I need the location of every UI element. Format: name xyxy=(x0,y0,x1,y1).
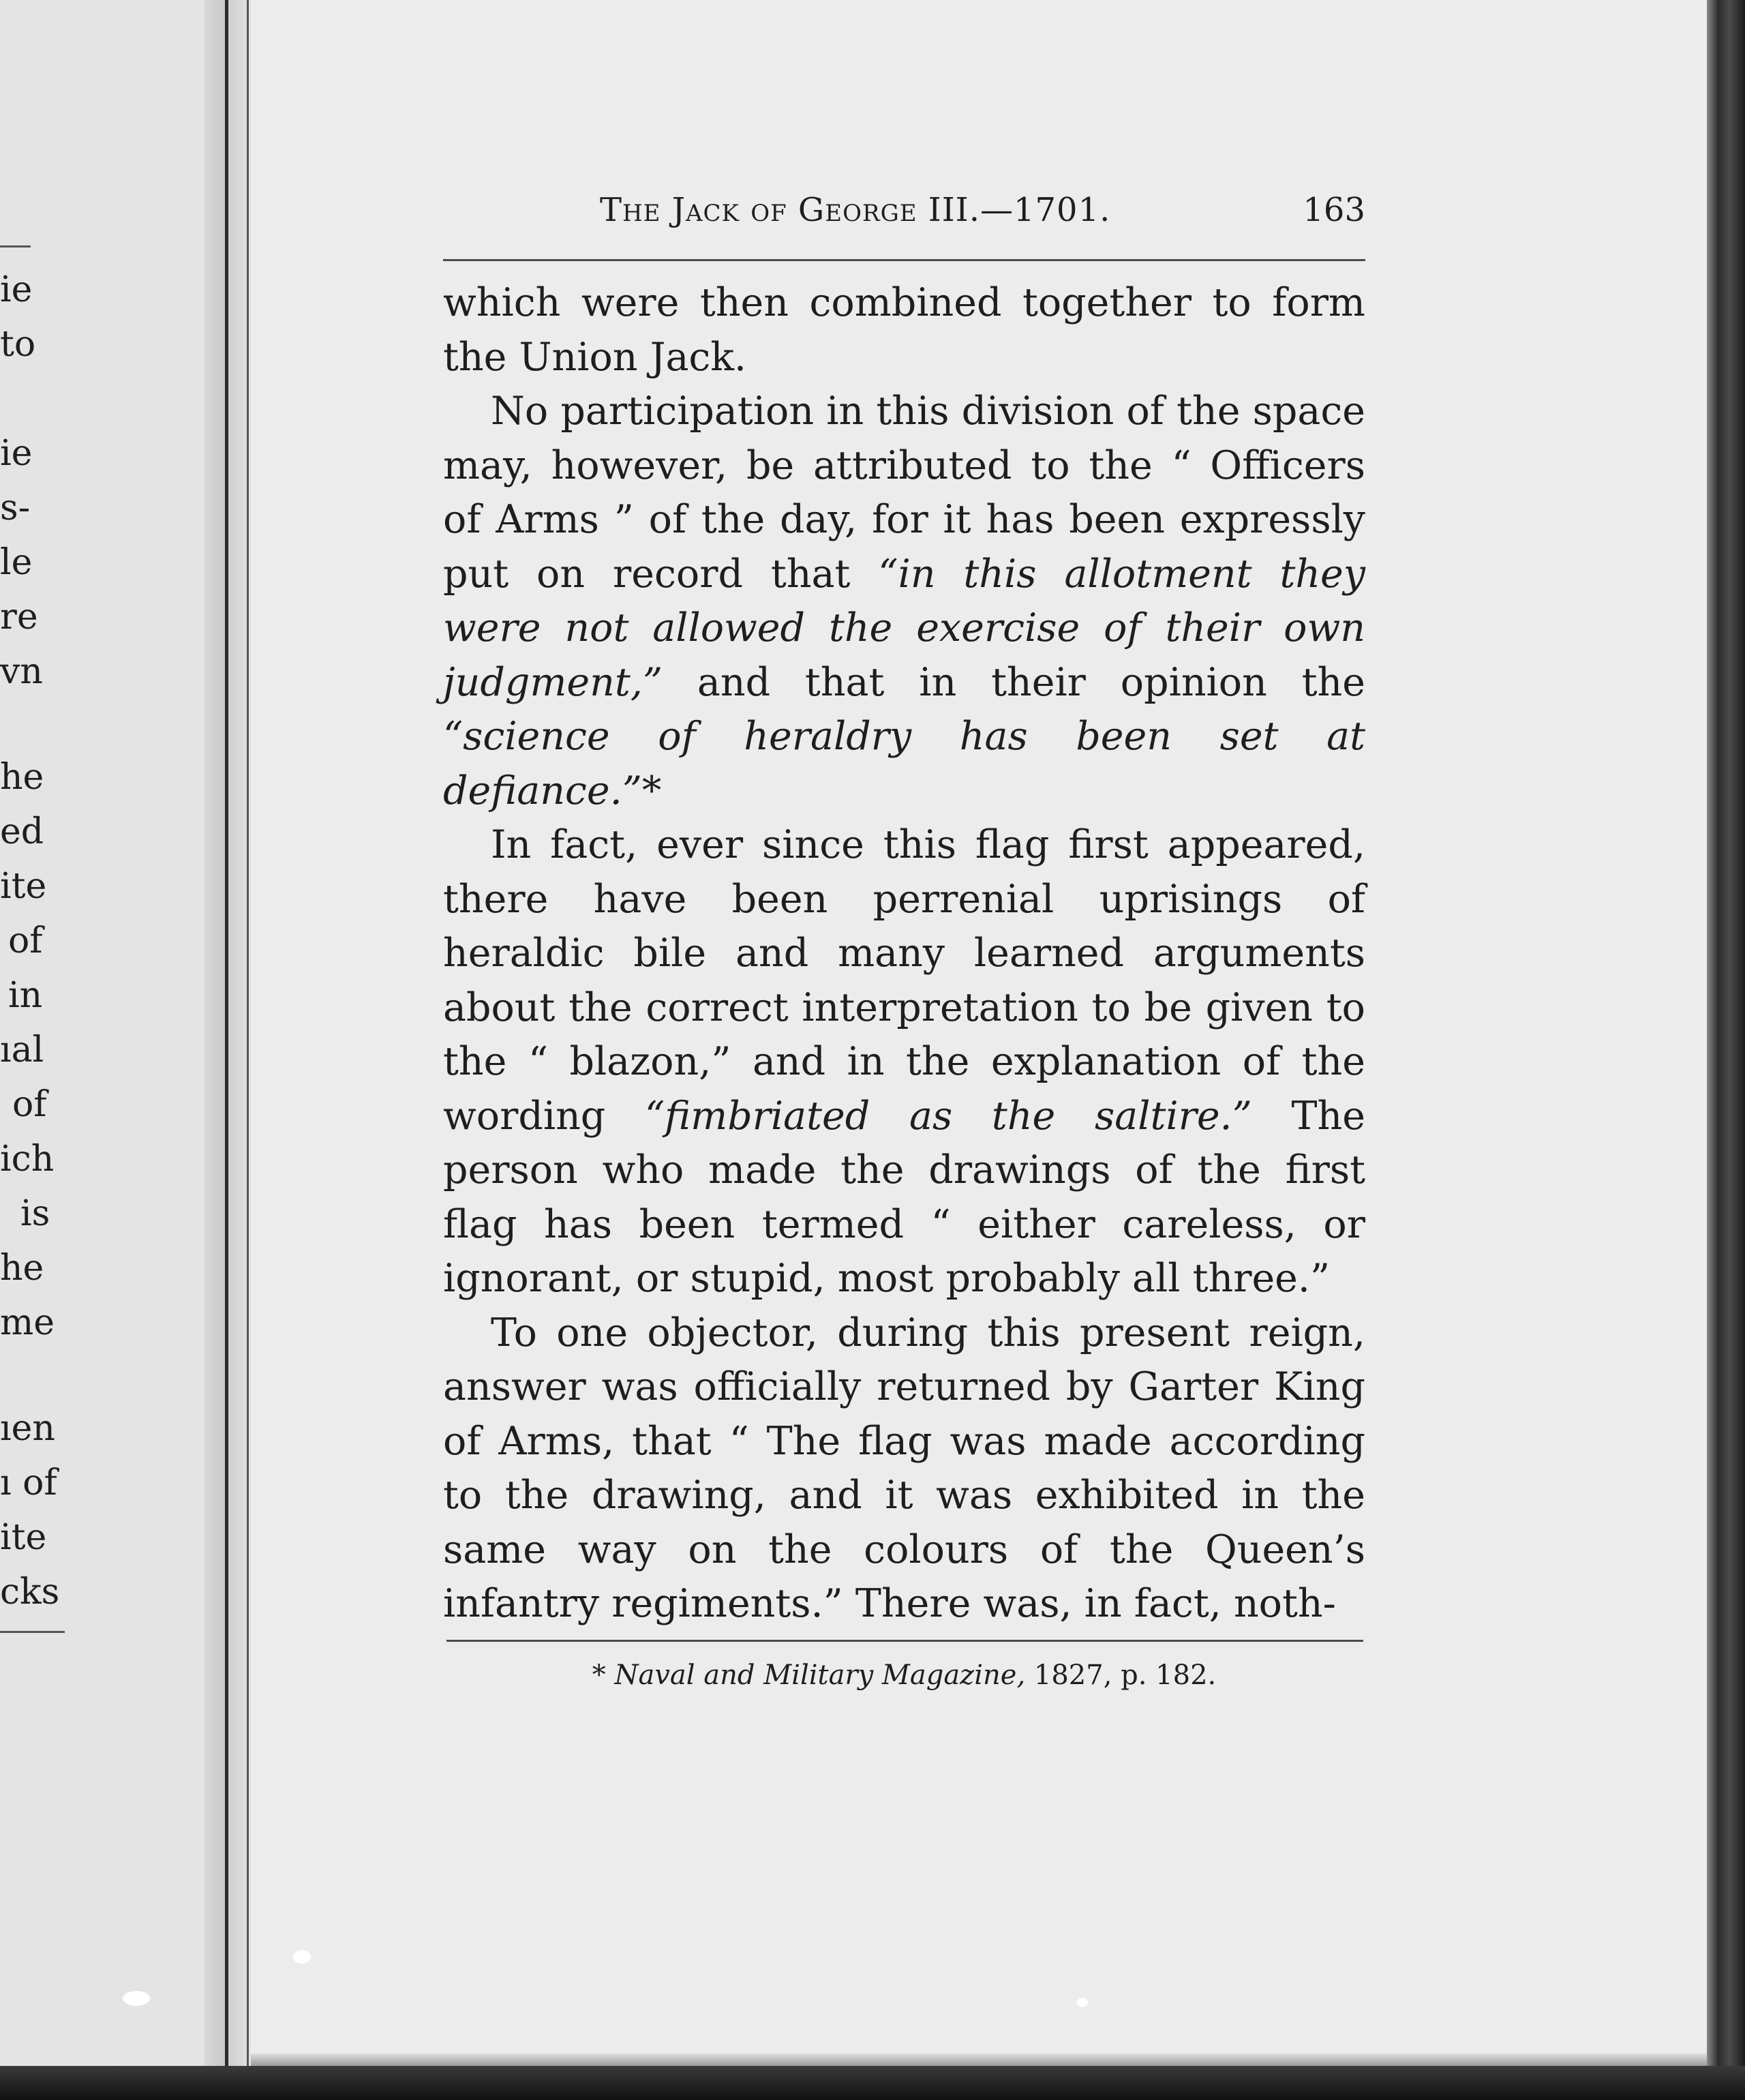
facing-fragment: le xyxy=(0,542,33,583)
book-bottom-edge xyxy=(0,2066,1745,2100)
facing-fragment: re xyxy=(0,597,38,638)
page-number: 163 xyxy=(1303,191,1365,229)
facing-fragment: of xyxy=(8,920,43,961)
facing-fragment: cks xyxy=(0,1572,60,1612)
quotation-italic: “fimbriated as the saltire.” xyxy=(644,1093,1252,1139)
facing-fragment: ıen xyxy=(0,1408,55,1449)
facing-fragment: s- xyxy=(0,487,31,528)
facing-fragment: ı of xyxy=(0,1462,57,1503)
footnote-source: Naval and Military Magazine, xyxy=(614,1660,1026,1691)
facing-fragment: to xyxy=(0,324,36,365)
facing-fragment: ich xyxy=(0,1139,55,1180)
paragraph-1: which were then combined together to form the Union Jack. xyxy=(443,280,1365,380)
facing-page-text-fragments xyxy=(0,0,225,2045)
paper-speck xyxy=(123,1991,150,2006)
facing-fragment: ed xyxy=(0,811,44,852)
facing-page xyxy=(0,0,235,2100)
page-header xyxy=(443,191,1365,239)
facing-fragment: ıal xyxy=(0,1030,44,1070)
quotation-italic: “in this allotment they were not allowed the exercise of their own judgment,” xyxy=(443,551,1365,705)
binding-edge xyxy=(225,0,228,2100)
facing-fragment: ite xyxy=(0,1517,47,1558)
paper-speck xyxy=(293,1950,311,1964)
facing-fragment: ite xyxy=(0,866,47,907)
gutter-shadow xyxy=(204,0,252,2100)
running-title: The Jack of George III.—1701. xyxy=(600,191,1111,229)
header-rule xyxy=(443,259,1365,261)
facing-fragment: he xyxy=(0,757,44,798)
body-text xyxy=(443,276,1365,1632)
quotation-italic: “science of heraldry has been set at defiance.”* xyxy=(443,714,1365,813)
facing-page-header-rule xyxy=(0,245,31,247)
facing-fragment: vn xyxy=(0,651,43,692)
facing-fragment: me xyxy=(0,1302,55,1343)
facing-page-bottom-rule xyxy=(0,1631,65,1633)
facing-fragment: ie xyxy=(0,269,33,310)
paragraph-4: To one objector, during this present reign, answer was officially returned by Garter King of Arms, that “ The flag was made according to the drawing, and it was exhibited in the same way on the colours of the Queen’s infantry regiments.” There was, in fact, noth- xyxy=(443,1310,1365,1626)
footnote-rule xyxy=(446,1640,1363,1642)
facing-fragment: is xyxy=(20,1193,50,1234)
page-bottom-edge xyxy=(251,2054,1707,2066)
footnote: * Naval and Military Magazine, 1827, p. 182. xyxy=(592,1660,1217,1691)
paragraph-2: No participation in this division of the space may, however, be attributed to the “ Officers of Arms ” of the day, for it has been expressly put on record that “in this allotment they were not allowed the exercise of their own judgment,” and that in their opinion the “science of heraldry has been set at defiance.”* xyxy=(443,389,1365,813)
facing-fragment: he xyxy=(0,1248,44,1289)
facing-fragment: in xyxy=(8,975,43,1016)
paper-speck xyxy=(1077,1998,1088,2007)
facing-fragment: of xyxy=(12,1084,47,1125)
binding-edge-inner xyxy=(247,0,249,2100)
facing-fragment: ie xyxy=(0,433,33,474)
paragraph-3: In fact, ever since this flag first appeared, there have been perrenial uprisings of heraldic bile and many learned arguments about the correct interpretation to be given to the “ blazon,” and in the explanation of the wording “fimbriated as the saltire.” The person who made the drawings of the first flag has been termed “ either careless, or ignorant, or stupid, most probably all three.” xyxy=(443,822,1365,1301)
book-right-edge xyxy=(1707,0,1745,2100)
